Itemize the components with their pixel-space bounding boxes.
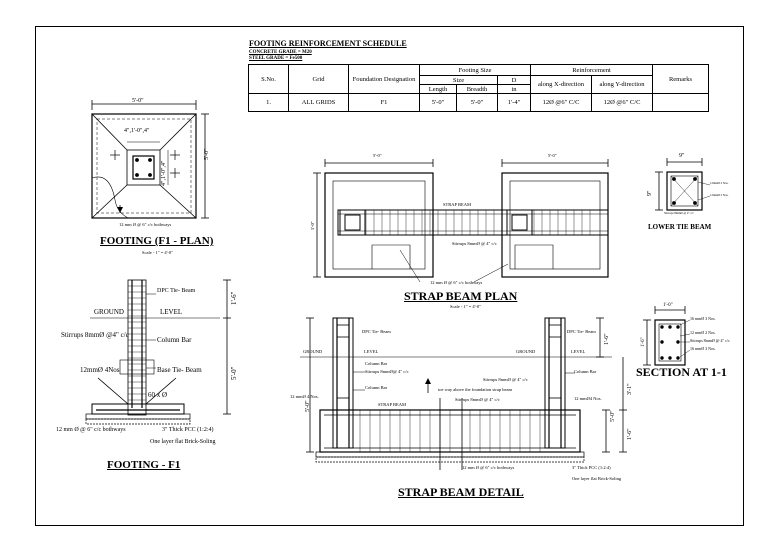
plan-dim-width: 5'-0": [132, 98, 144, 104]
f1-dpc-label: DPC Tie- Beam: [157, 288, 196, 294]
detail-dim-right-a: 3'-1": [627, 383, 633, 395]
footing-plan-scale: Scale - 1" = 4'-0": [142, 250, 174, 255]
detail-dim-right-b: 5'-0": [610, 410, 616, 422]
f1-base-tie-label: Base Tie- Beam: [157, 366, 202, 374]
section-1-1-title: SECTION AT 1-1: [636, 365, 727, 379]
tie-stirrups: Stirrups 8mmØ @ 4" c/c: [664, 211, 694, 215]
col-d: D: [498, 76, 531, 85]
f1-stirrups-label: Stirrups 8mmØ @4" c/c: [61, 331, 129, 339]
col-along-y: along Y-direction: [592, 76, 653, 94]
sec-bar1: 16 mmØ 3 Nos.: [690, 316, 716, 321]
detail-dpc-right: DPC Tie- Beam: [567, 329, 596, 334]
strap-plan-dim-side: 5'-0": [310, 221, 315, 230]
f1-ground-label: GROUND: [94, 308, 124, 316]
f1-column-bar-label: Column Bar: [157, 336, 192, 344]
detail-stirrups-mid: Stirrups 8mmØ @ 4" c/c: [483, 377, 528, 382]
col-length: Length: [420, 85, 457, 94]
col-designation: Foundation Designation: [349, 65, 420, 94]
detail-stirrups-bottom: Stirrups 8mmØ @ 4" c/c: [455, 397, 500, 402]
lower-tie-beam-drawing: [655, 158, 710, 210]
col-breadth: Breadth: [457, 85, 498, 94]
tie-bar2: 12mmØ 2 Nos.: [710, 193, 729, 197]
footing-f1-title: FOOTING - F1: [107, 459, 181, 471]
detail-ground-left: GROUND: [303, 349, 323, 354]
sec-bar2: 12 mmØ 2 Nos.: [690, 330, 716, 335]
cell-breadth: 5'-0": [457, 94, 498, 112]
col-size: Size: [420, 76, 498, 85]
detail-rebar: 12 mm Ø @ 6" c/c bothways: [462, 465, 515, 470]
detail-ground-right: GROUND: [516, 349, 536, 354]
detail-bars-left: 12 mmØ 4 Nos.: [290, 394, 319, 399]
f1-bars-label: 12mmØ 4Nos: [80, 366, 120, 374]
detail-pcc: 3" Thick PCC (1:2:4): [572, 465, 611, 470]
strap-beam-detail-drawing: [300, 318, 627, 470]
col-remarks: Remarks: [653, 65, 709, 94]
detail-top-note: toe way above the foundation strap beam: [438, 387, 512, 392]
sec-dim-w: 1'-0": [663, 303, 673, 308]
f1-soling-label: One layer flat Brick-Soling: [150, 439, 216, 445]
cell-length: 5'-0": [420, 94, 457, 112]
plan-dim-col-x: 4",1'-0",4": [124, 128, 150, 134]
f1-dev-len-label: 60 x Ø: [148, 391, 168, 399]
footing-section-drawing: [86, 280, 231, 424]
sec-dim-h: 1'-6": [641, 337, 646, 347]
plan-dim-height: 5'-0": [204, 148, 210, 160]
detail-dim-left: 5'-0": [305, 400, 311, 412]
strap-plan-dim-left: 5'-0": [373, 153, 382, 158]
detail-dpc-left: DPC Tie- Beam: [362, 329, 391, 334]
detail-bars-right: 12 mmØ4 Nos.: [574, 396, 602, 401]
f1-level-label: LEVEL: [160, 308, 183, 316]
detail-column-bar-right: Column Bar: [574, 369, 597, 374]
strap-plan-beam-label: STRAP BEAM: [443, 202, 471, 207]
col-d-unit: in: [498, 85, 531, 94]
cell-y-dir: 12Ø @6" C/C: [592, 94, 653, 112]
tie-dim-w: 9": [679, 153, 685, 159]
detail-dim-right-c: 1'-6": [627, 428, 633, 440]
detail-stirrups-left: Stirrups 8mmØ@ 4" c/c: [365, 369, 409, 374]
detail-level-left: LEVEL: [364, 349, 379, 354]
tie-dim-h: 9": [647, 190, 653, 196]
steel-grade: STEEL GRADE = Fe500: [249, 56, 303, 61]
concrete-grade: CONCRETE GRADE = M20: [249, 50, 312, 55]
lower-tie-beam-title: LOWER TIE BEAM: [648, 223, 712, 231]
detail-column-bar-2: Column Bar: [365, 385, 388, 390]
strap-plan-dim-right: 5'-0": [548, 153, 557, 158]
detail-strap-beam: STRAP BEAM: [378, 402, 406, 407]
col-grid: Grid: [289, 65, 349, 94]
sec-bar3: 16 mmØ 3 Nos.: [690, 346, 716, 351]
f1-pcc-label: 3" Thick PCC (1:2:4): [162, 427, 214, 433]
plan-rebar-note: 12 mm Ø @ 6" c/c bothways: [119, 222, 172, 227]
strap-plan-stirrups: Stirrups 8mmØ @ 4" c/c: [452, 241, 497, 246]
footing-plan-title: FOOTING (F1 - PLAN): [100, 235, 214, 247]
f1-dim-mid: 5'-0": [230, 366, 238, 380]
strap-plan-scale: Scale - 1" = 4'-0": [450, 304, 482, 309]
plan-dim-col-y: 4",1'-0",4": [161, 160, 167, 186]
section-1-1-drawing: [643, 306, 690, 365]
cell-sno: 1.: [249, 94, 289, 112]
schedule-title: FOOTING REINFORCEMENT SCHEDULE: [249, 39, 407, 48]
detail-soling: One layer flat Brick-Soling: [572, 476, 622, 481]
col-along-x: along X-direction: [531, 76, 592, 94]
f1-rebar-label: 12 mm Ø @ 6" c/c bothways: [56, 427, 126, 433]
cell-grid: ALL GRIDS: [289, 94, 349, 112]
sec-stirrups: Stirrups 8mmØ @ 4" c/c: [690, 338, 730, 343]
col-sno: S.No.: [249, 65, 289, 94]
f1-dim-top: 1'-6": [230, 291, 238, 305]
tie-bar1: 12mmØ 2 Nos.: [710, 181, 729, 185]
detail-column-bar-1: Column Bar: [365, 361, 388, 366]
strap-plan-rebar: 12 mm Ø @ 6" c/c bothways: [430, 280, 483, 285]
cell-d: 1'-4": [498, 94, 531, 112]
detail-dim-right-top: 1'-6": [604, 333, 610, 345]
detail-level-right: LEVEL: [571, 349, 586, 354]
col-reinforcement: Reinforcement: [531, 65, 653, 76]
strap-beam-detail-title: STRAP BEAM DETAIL: [398, 485, 524, 499]
footing-plan-drawing: [92, 100, 209, 218]
col-footing-size: Footing Size: [420, 65, 531, 76]
cell-designation: F1: [349, 94, 420, 112]
cell-x-dir: 12Ø @6" C/C: [531, 94, 592, 112]
strap-beam-plan-title: STRAP BEAM PLAN: [404, 289, 518, 303]
